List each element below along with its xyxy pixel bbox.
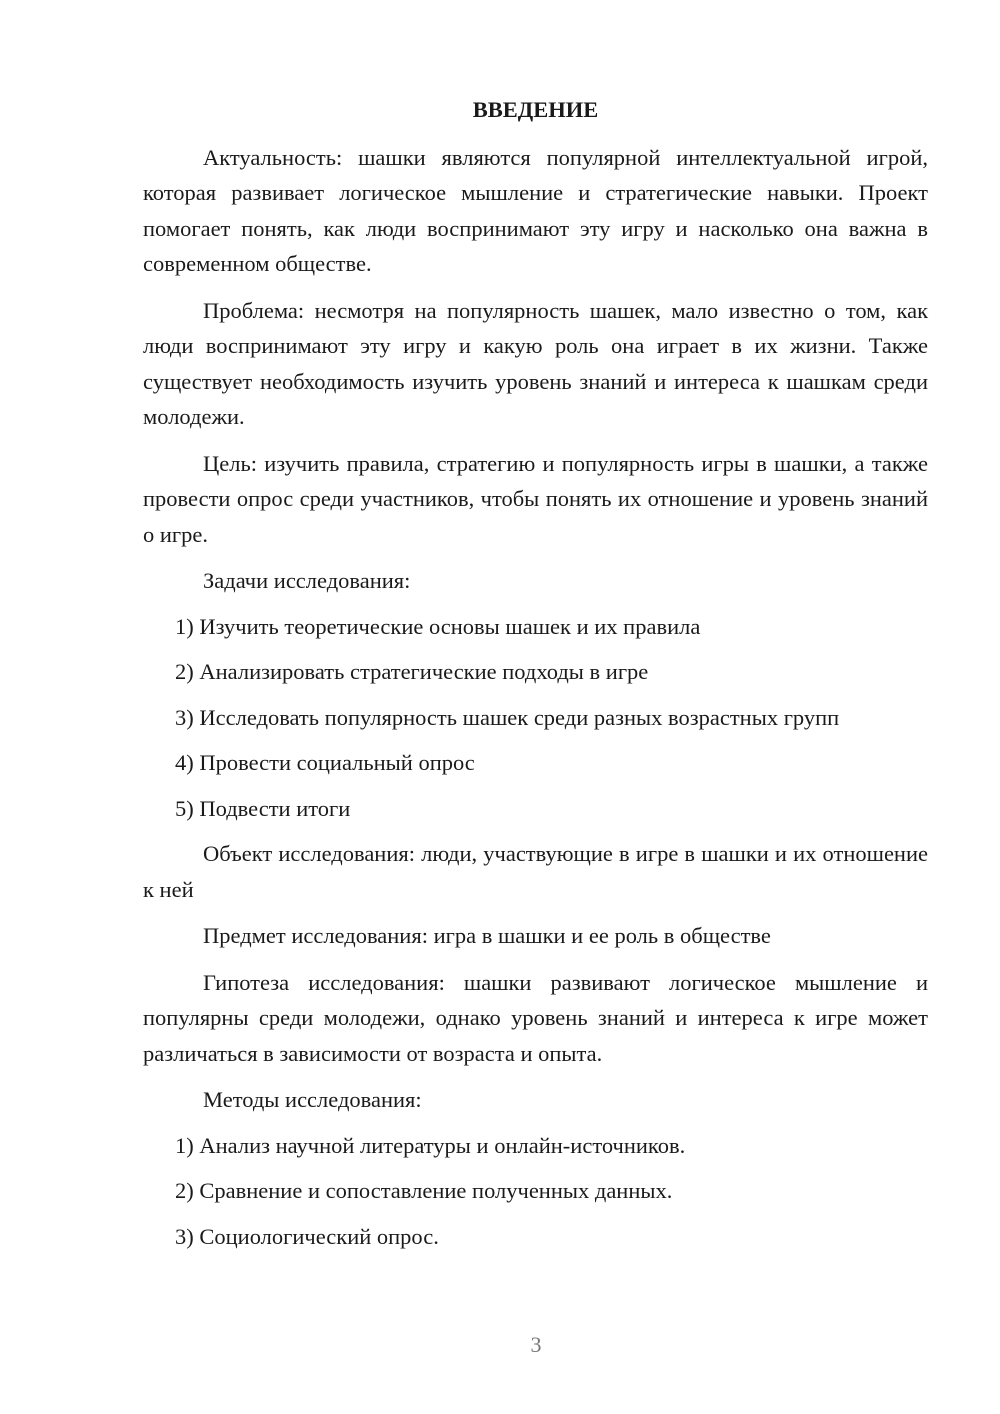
list-item: 5) Подвести итоги <box>175 795 351 821</box>
methods-list <box>143 1128 928 1255</box>
list-item: 4) Провести социальный опрос <box>175 750 475 775</box>
object-paragraph: Объект исследования: люди, участвующие в игре в шашки и их отношение к ней <box>143 841 928 902</box>
page-number: 3 <box>530 1332 542 1357</box>
tasks-heading: Задачи исследования: <box>203 568 411 593</box>
document-page <box>143 92 928 1264</box>
tasks-list <box>143 609 928 827</box>
list-item: 1) Изучить теоретические основы шашек и их правила <box>175 613 701 639</box>
list-item: 3) Социологический опрос. <box>175 1223 439 1249</box>
goal-paragraph: Цель: изучить правила, стратегию и популярность игры в шашки, а также провести опрос среди участников, чтобы понять их отношение и уровень знаний о игре. <box>143 450 928 547</box>
hypothesis-paragraph: Гипотеза исследования: шашки развивают логическое мышление и популярны среди молодежи, однако уровень знаний и интереса к игре может различаться в зависимости от возраста и опыта. <box>143 969 928 1066</box>
list-item: 3) Исследовать популярность шашек среди разных возрастных групп <box>175 704 840 730</box>
problem-paragraph: Проблема: несмотря на популярность шашек, мало известно о том, как люди воспринимают эту игру и какую роль она играет в их жизни. Также существует необходимость изучить уровень знаний и интереса к шашкам среди молодежи. <box>143 297 928 429</box>
methods-heading: Методы исследования: <box>203 1087 422 1112</box>
list-item: 2) Анализировать стратегические подходы в игре <box>175 659 649 684</box>
relevance-paragraph: Актуальность: шашки являются популярной интеллектуальной игрой, которая развивает логическое мышление и стратегические навыки. Проект помогает понять, как люди воспринимают эту игру и насколько она важна в современном обществе. <box>143 144 928 276</box>
subject-paragraph: Предмет исследования: игра в шашки и ее роль в обществе <box>203 923 771 948</box>
section-title: ВВЕДЕНИЕ <box>472 97 599 122</box>
list-item: 1) Анализ научной литературы и онлайн-источников. <box>175 1132 686 1158</box>
list-item: 2) Сравнение и сопоставление полученных данных. <box>175 1178 673 1203</box>
